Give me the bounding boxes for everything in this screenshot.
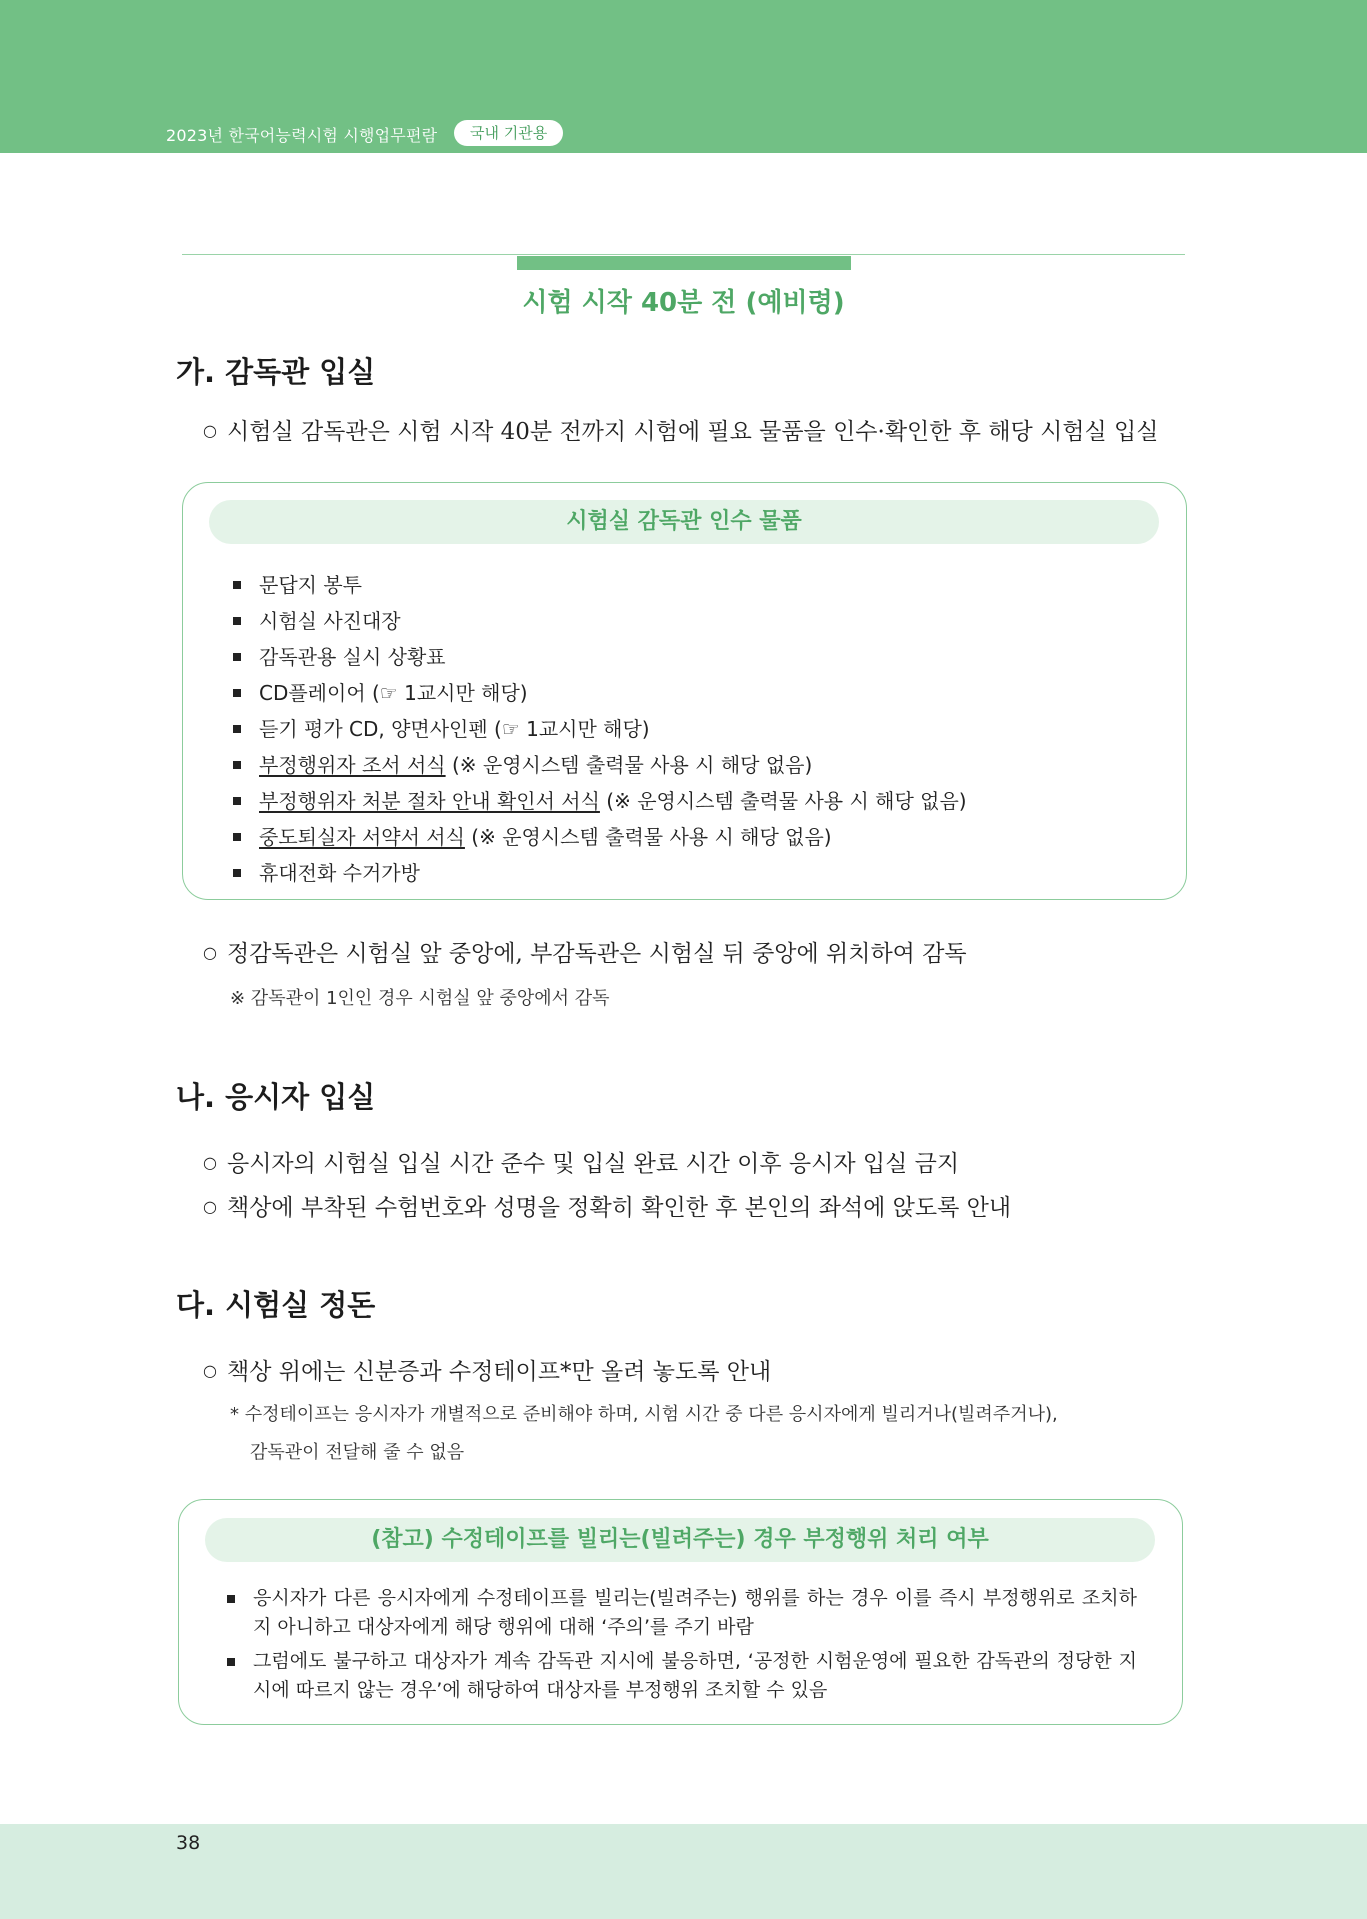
paragraph: ○ 시험실 감독관은 시험 시작 40분 전까지 시험에 필요 물품을 인수·확인한 후 해당 시험실 입실 — [203, 419, 1159, 445]
list-item: 부정행위자 조서 서식 (※ 운영시스템 출력물 사용 시 해당 없음) — [229, 747, 967, 783]
heading-examinee-entry: 나. 응시자 입실 — [176, 1080, 376, 1114]
circle-bullet-icon: ○ — [203, 1361, 217, 1380]
reference-list — [223, 1584, 1137, 1710]
circle-bullet-icon: ○ — [203, 1153, 217, 1172]
section-title: 시험 시작 40분 전 (예비령) — [522, 288, 845, 318]
circle-bullet-icon: ○ — [203, 1197, 217, 1216]
audience-tag: 국내 기관용 — [454, 120, 563, 146]
reference-box-title: (참고) 수정테이프를 빌리는(빌려주는) 경우 부정행위 처리 여부 — [205, 1518, 1155, 1562]
document-title: 2023년 한국어능력시험 시행업무편람 — [166, 126, 438, 145]
note: * 수정테이프는 응시자가 개별적으로 준비해야 하며, 시험 시간 중 다른 응시자에게 빌리거나(빌려주거나), — [230, 1404, 1058, 1425]
paragraph: ○ 책상 위에는 신분증과 수정테이프*만 올려 놓도록 안내 — [203, 1359, 772, 1385]
note: ※ 감독관이 1인인 경우 시험실 앞 중앙에서 감독 — [230, 988, 610, 1009]
note: 감독관이 전달해 줄 수 없음 — [250, 1442, 465, 1463]
supplies-box — [182, 482, 1187, 900]
list-item: 그럼에도 불구하고 대상자가 계속 감독관 지시에 불응하면, ‘공정한 시험운영에 필요한 감독관의 정당한 지시에 따르지 않는 경우’에 해당하여 대상자를 부정행위 조치할 수 있음 — [223, 1647, 1137, 1705]
title-rule — [182, 254, 1185, 255]
list-item: 응시자가 다른 응시자에게 수정테이프를 빌리는(빌려주는) 행위를 하는 경우 이를 즉시 부정행위로 조치하지 아니하고 대상자에게 해당 행위에 대해 ‘주의’를 주기 바람 — [223, 1584, 1137, 1642]
list-item: 휴대전화 수거가방 — [229, 855, 967, 891]
list-item: CD플레이어 (☞ 1교시만 해당) — [229, 675, 967, 711]
list-item: 중도퇴실자 서약서 서식 (※ 운영시스템 출력물 사용 시 해당 없음) — [229, 819, 967, 855]
page-number: 38 — [176, 1832, 201, 1854]
footer-band — [0, 1824, 1367, 1919]
supplies-list — [229, 567, 967, 891]
title-tab — [517, 256, 851, 270]
list-item: 감독관용 실시 상황표 — [229, 639, 967, 675]
list-item: 부정행위자 처분 절차 안내 확인서 서식 (※ 운영시스템 출력물 사용 시 해당 없음) — [229, 783, 967, 819]
circle-bullet-icon: ○ — [203, 943, 217, 962]
paragraph: ○ 응시자의 시험실 입실 시간 준수 및 입실 완료 시간 이후 응시자 입실 금지 — [203, 1151, 960, 1177]
heading-room-arrangement: 다. 시험실 정돈 — [176, 1288, 376, 1322]
list-item: 시험실 사진대장 — [229, 603, 967, 639]
paragraph: ○ 정감독관은 시험실 앞 중앙에, 부감독관은 시험실 뒤 중앙에 위치하여 감독 — [203, 941, 967, 967]
supplies-box-title: 시험실 감독관 인수 물품 — [209, 500, 1159, 544]
circle-bullet-icon: ○ — [203, 421, 217, 440]
reference-box — [178, 1499, 1183, 1725]
list-item: 듣기 평가 CD, 양면사인펜 (☞ 1교시만 해당) — [229, 711, 967, 747]
paragraph: ○ 책상에 부착된 수험번호와 성명을 정확히 확인한 후 본인의 좌석에 앉도록 안내 — [203, 1195, 1012, 1221]
list-item: 문답지 봉투 — [229, 567, 967, 603]
heading-supervisor-entry: 가. 감독관 입실 — [176, 355, 376, 389]
